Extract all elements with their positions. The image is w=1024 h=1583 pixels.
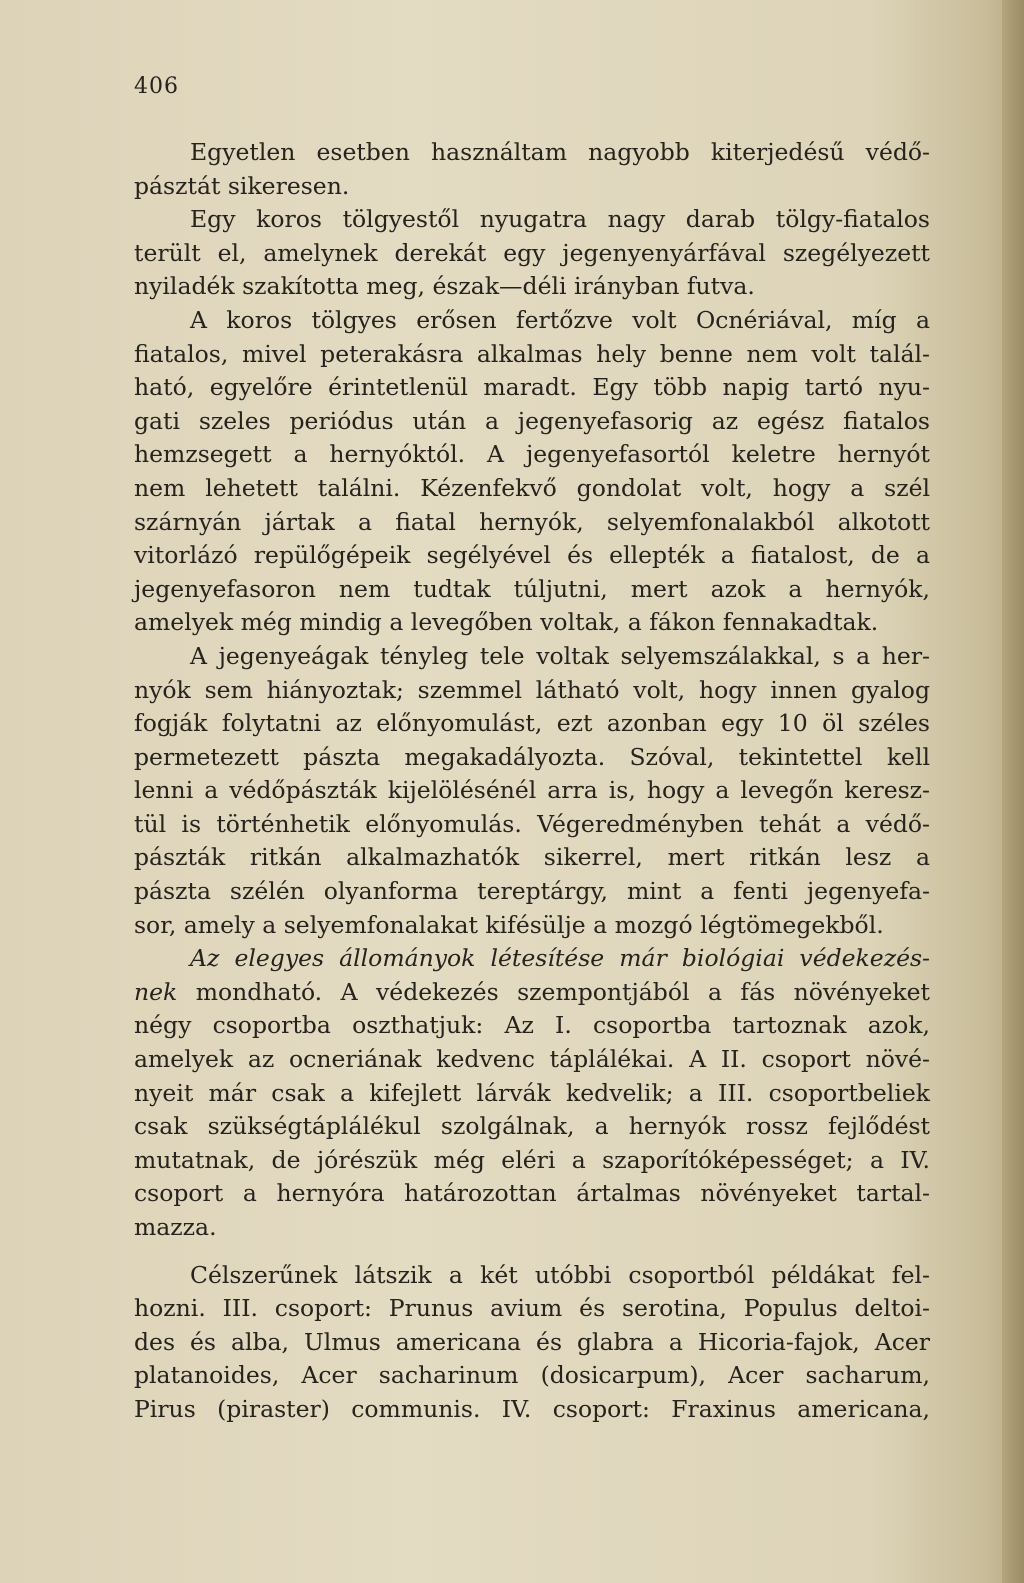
text-line — [134, 942, 930, 976]
text-line — [134, 539, 930, 573]
text-line — [134, 674, 930, 708]
text-run: A jegenyeágak tényleg tele voltak selyemszálakkal, s a her- — [190, 641, 930, 670]
text-run: pászta szélén olyanforma tereptárgy, mint a fenti jegenyefa- — [134, 877, 930, 906]
text-line — [134, 1009, 930, 1043]
text-run: amelyek még mindig a levegőben voltak, a fákon fennakadtak. — [134, 608, 879, 637]
text-run: amelyek az ocneriának kedvenc táplálékai. A II. csoport növé- — [134, 1045, 930, 1074]
text-run: csak szükségtáplálékul szolgálnak, a hernyók rossz fejlődést — [134, 1112, 930, 1141]
body-text — [134, 136, 930, 1427]
text-line — [134, 606, 930, 640]
text-line — [134, 405, 930, 439]
text-line — [134, 741, 930, 775]
text-run: hozni. III. csoport: Prunus avium és serotina, Populus deltoi- — [134, 1294, 930, 1323]
text-line — [134, 338, 930, 372]
text-line — [134, 237, 930, 271]
text-line — [134, 270, 930, 304]
text-run: pászták ritkán alkalmazhatók sikerrel, mert ritkán lesz a — [134, 843, 930, 872]
text-line — [134, 203, 930, 237]
italic-text: nek — [134, 977, 178, 1006]
page-number: 406 — [134, 74, 179, 99]
text-line — [134, 1110, 930, 1144]
text-run: terült el, amelynek derekát egy jegenyenyárfával szegélyezett — [134, 238, 930, 267]
text-line — [134, 808, 930, 842]
text-line — [134, 506, 930, 540]
text-run: Célszerűnek látszik a két utóbbi csoportból példákat fel- — [190, 1260, 930, 1289]
text-line — [134, 136, 930, 170]
text-run: Egyetlen esetben használtam nagyobb kiterjedésű védő- — [190, 138, 930, 166]
text-run: ható, egyelőre érintetlenül maradt. Egy több napig tartó nyu- — [134, 373, 930, 402]
text-run: vitorlázó repülőgépeik segélyével és ellepték a fiatalost, de a — [134, 541, 930, 570]
text-line — [134, 304, 930, 338]
text-run: des és alba, Ulmus americana és glabra a Hicoria-fajok, Acer — [134, 1327, 930, 1356]
text-line — [134, 976, 930, 1010]
text-line — [134, 774, 930, 808]
text-run: nem lehetett találni. Kézenfekvő gondolat volt, hogy a szél — [134, 473, 930, 502]
text-run: szárnyán jártak a fiatal hernyók, selyemfonalakból alkotott — [134, 507, 930, 536]
text-line — [134, 472, 930, 506]
text-line — [134, 1077, 930, 1111]
text-run: Pirus (piraster) communis. IV. csoport: Fraxinus americana, — [134, 1394, 930, 1423]
text-run: lenni a védőpászták kijelölésénél arra is, hogy a levegőn keresz- — [134, 776, 930, 805]
text-line — [134, 1144, 930, 1178]
text-run: gati szeles periódus után a jegenyefasorig az egész fiatalos — [134, 406, 930, 435]
text-line — [134, 1326, 930, 1360]
text-run: mondható. A védekezés szempontjából a fás növényeket — [177, 977, 930, 1006]
text-run: fiatalos, mivel peterakásra alkalmas hely benne nem volt talál- — [134, 339, 930, 368]
text-line — [134, 1259, 930, 1293]
text-run: fogják folytatni az előnyomulást, ezt azonban egy 10 öl széles — [134, 709, 930, 738]
text-run: tül is történhetik előnyomulás. Végeredményben tehát a védő- — [134, 809, 930, 838]
text-line — [134, 1359, 930, 1393]
text-line — [134, 1177, 930, 1211]
text-line — [134, 640, 930, 674]
text-run: csoport a hernyóra határozottan ártalmas növényeket tartal- — [134, 1179, 930, 1208]
text-line — [134, 707, 930, 741]
text-line — [134, 841, 930, 875]
italic-text: Az elegyes állományok létesítése már biológiai védekezés- — [190, 944, 930, 973]
text-run: nyók sem hiányoztak; szemmel látható volt, hogy innen gyalog — [134, 675, 930, 704]
text-line — [134, 573, 930, 607]
text-run: pásztát sikeresen. — [134, 171, 350, 200]
text-line — [134, 438, 930, 472]
paragraph-gap — [134, 1245, 930, 1259]
page-edge — [1002, 0, 1024, 1583]
text-run: Egy koros tölgyestől nyugatra nagy darab tölgy-fiatalos — [190, 205, 930, 234]
text-run: négy csoportba oszthatjuk: Az I. csoportba tartoznak azok, — [134, 1011, 930, 1040]
text-line — [134, 1292, 930, 1326]
text-run: permetezett pászta megakadályozta. Szóval, tekintettel kell — [134, 742, 930, 771]
text-line — [134, 1211, 930, 1245]
text-line — [134, 875, 930, 909]
text-run: jegenyefasoron nem tudtak túljutni, mert azok a hernyók, — [134, 574, 930, 603]
text-line — [134, 371, 930, 405]
text-run: sor, amely a selyemfonalakat kifésülje a mozgó légtömegekből. — [134, 910, 884, 939]
text-line — [134, 170, 930, 204]
text-run: hemzsegett a hernyóktól. A jegenyefasortól keletre hernyót — [134, 440, 930, 469]
text-run: nyiladék szakította meg, észak—déli irányban futva. — [134, 272, 755, 301]
text-run: mutatnak, de jórészük még eléri a szaporítóképességet; a IV. — [134, 1145, 930, 1174]
text-run: A koros tölgyes erősen fertőzve volt Ocnériával, míg a — [190, 305, 930, 334]
text-run: mazza. — [134, 1213, 217, 1241]
text-run: nyeit már csak a kifejlett lárvák kedvelik; a III. csoportbeliek — [134, 1078, 930, 1107]
text-line — [134, 1043, 930, 1077]
text-run: platanoides, Acer sacharinum (dosicarpum), Acer sacharum, — [134, 1361, 930, 1390]
text-line — [134, 1393, 930, 1427]
text-line — [134, 909, 930, 943]
